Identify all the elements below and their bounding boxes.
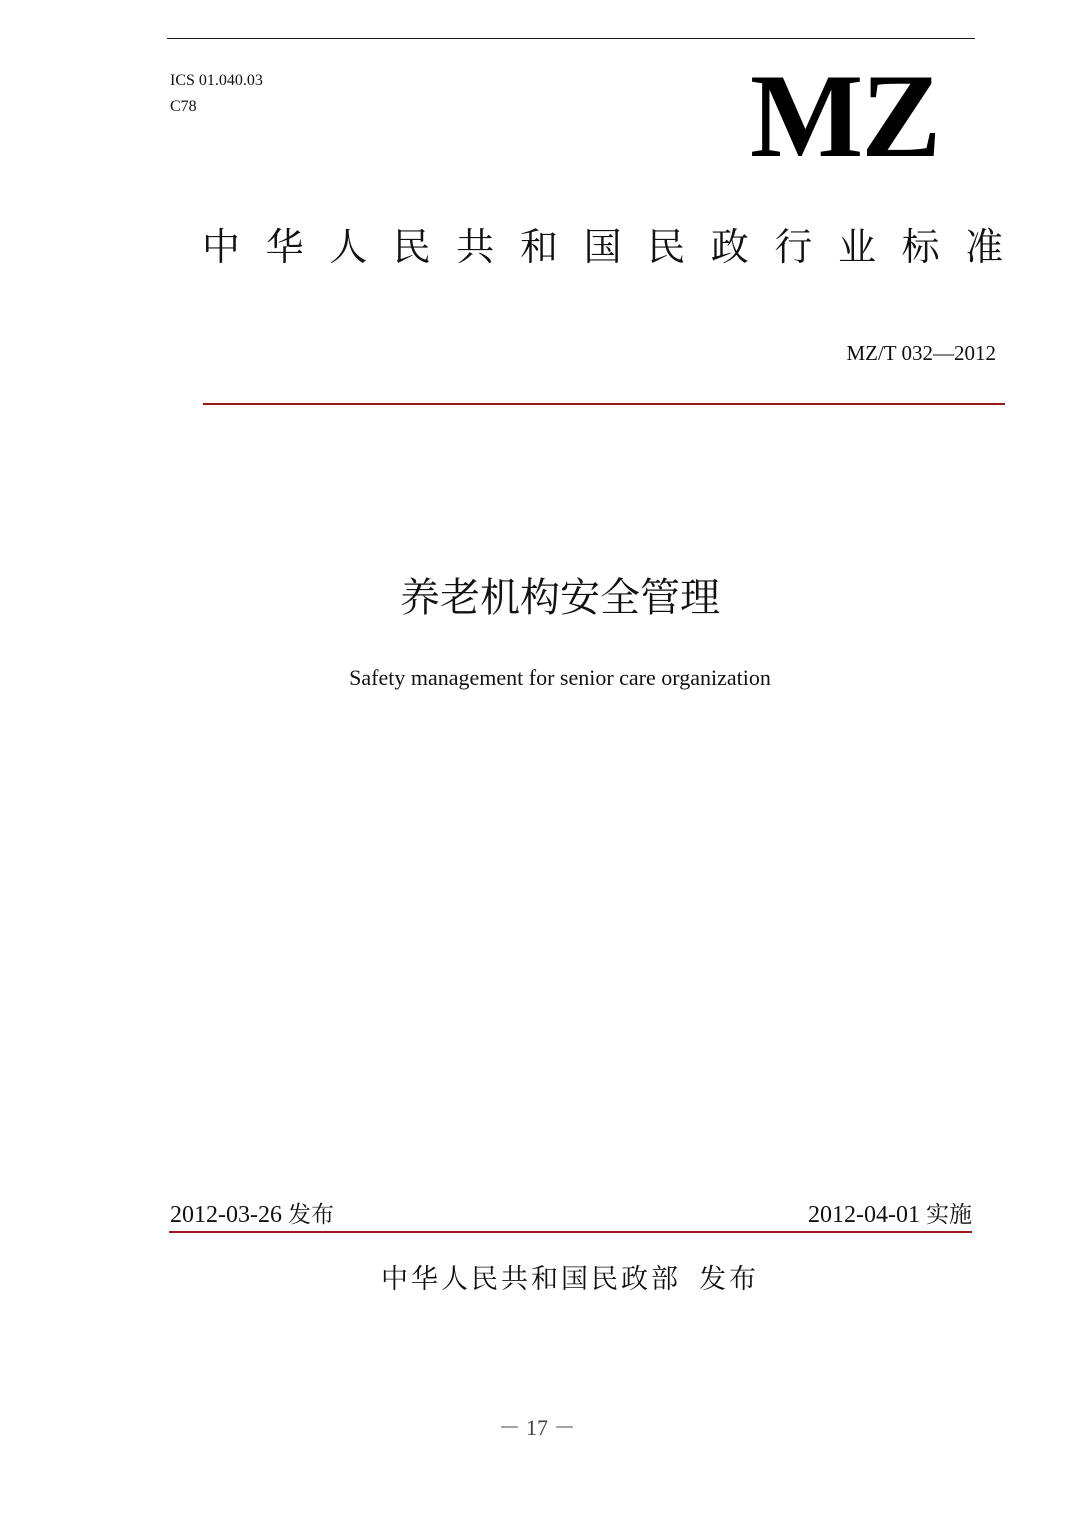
effective-label: 实施 — [926, 1202, 972, 1228]
footer-divider — [169, 1231, 972, 1233]
effective-date: 2012-04-01 — [808, 1202, 920, 1228]
standard-issuer-title: 中华人民共和国民政行业标准 — [202, 225, 1029, 269]
publisher-action: 发布 — [699, 1264, 759, 1295]
top-rule — [167, 38, 975, 39]
document-title-english: Safety management for senior care organization — [349, 665, 771, 690]
standard-number: MZ/T 032—2012 — [846, 341, 996, 365]
mz-logo: MZ — [750, 49, 940, 182]
effective-date-line — [808, 1198, 972, 1232]
ics-code: ICS 01.040.03 — [170, 72, 263, 89]
page-number: － 17 － — [498, 1415, 576, 1440]
classification-codes — [170, 68, 263, 120]
header-divider — [203, 403, 1005, 405]
publish-label: 发布 — [287, 1202, 334, 1228]
publish-date-line — [170, 1198, 334, 1232]
document-title-chinese: 养老机构安全管理 — [400, 575, 720, 621]
category-code: C78 — [170, 98, 197, 115]
publish-date: 2012-03-26 — [170, 1202, 282, 1228]
publisher-name: 中华人民共和国民政部 — [381, 1264, 681, 1295]
publisher-line — [0, 1260, 1074, 1300]
